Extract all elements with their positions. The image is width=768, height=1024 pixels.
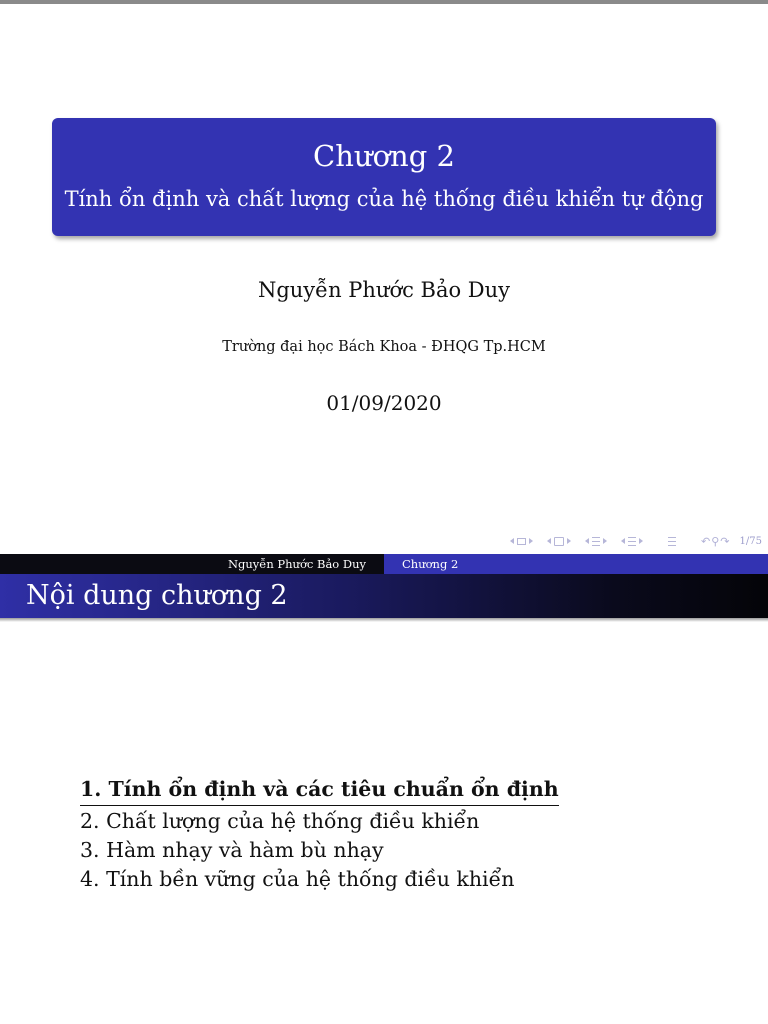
infobar-author: Nguyễn Phước Bảo Duy bbox=[0, 554, 384, 574]
nav-prev-slide-icon[interactable] bbox=[510, 538, 514, 544]
toc-item-sensitivity[interactable]: 3. Hàm nhạy và hàm bù nhạy bbox=[80, 838, 384, 862]
nav-subsection-icon[interactable] bbox=[592, 537, 600, 546]
presentation-date: 01/09/2020 bbox=[326, 391, 442, 415]
footline-infobar bbox=[0, 554, 768, 574]
nav-section-icon[interactable] bbox=[628, 537, 636, 546]
beamer-navigation-bar bbox=[510, 534, 762, 548]
slide-subtitle: Tính ổn định và chất lượng của hệ thống điều khiển tự động bbox=[64, 187, 704, 211]
title-block bbox=[52, 118, 716, 236]
nav-prev-section-icon[interactable] bbox=[621, 538, 625, 544]
nav-next-subsection-icon[interactable] bbox=[603, 538, 607, 544]
frame-title: Nội dung chương 2 bbox=[0, 574, 768, 618]
nav-next-section-icon[interactable] bbox=[639, 538, 643, 544]
page-number: 1/75 bbox=[739, 535, 762, 547]
nav-slide-icon[interactable] bbox=[517, 538, 526, 545]
nav-next-slide-icon[interactable] bbox=[529, 538, 533, 544]
slide-title: Chương 2 bbox=[313, 139, 455, 173]
toc-item-quality[interactable]: 2. Chất lượng của hệ thống điều khiển bbox=[80, 809, 480, 833]
top-divider bbox=[0, 0, 768, 4]
nav-search-icon[interactable]: ↶⚲↷ bbox=[701, 534, 731, 548]
frame-title-shadow bbox=[0, 618, 768, 622]
nav-next-frame-icon[interactable] bbox=[567, 538, 571, 544]
nav-prev-subsection-icon[interactable] bbox=[585, 538, 589, 544]
toc-item-stability[interactable]: 1. Tính ổn định và các tiêu chuẩn ổn định bbox=[80, 774, 559, 806]
table-of-contents bbox=[80, 774, 559, 894]
nav-prev-frame-icon[interactable] bbox=[547, 538, 551, 544]
infobar-chapter: Chương 2 bbox=[384, 554, 768, 574]
nav-frame-icon[interactable] bbox=[554, 537, 564, 546]
institute-name: Trường đại học Bách Khoa - ĐHQG Tp.HCM bbox=[222, 339, 546, 355]
nav-align-icon[interactable] bbox=[668, 537, 676, 546]
toc-item-robustness[interactable]: 4. Tính bền vững của hệ thống điều khiển bbox=[80, 867, 515, 891]
author-name: Nguyễn Phước Bảo Duy bbox=[257, 278, 511, 302]
